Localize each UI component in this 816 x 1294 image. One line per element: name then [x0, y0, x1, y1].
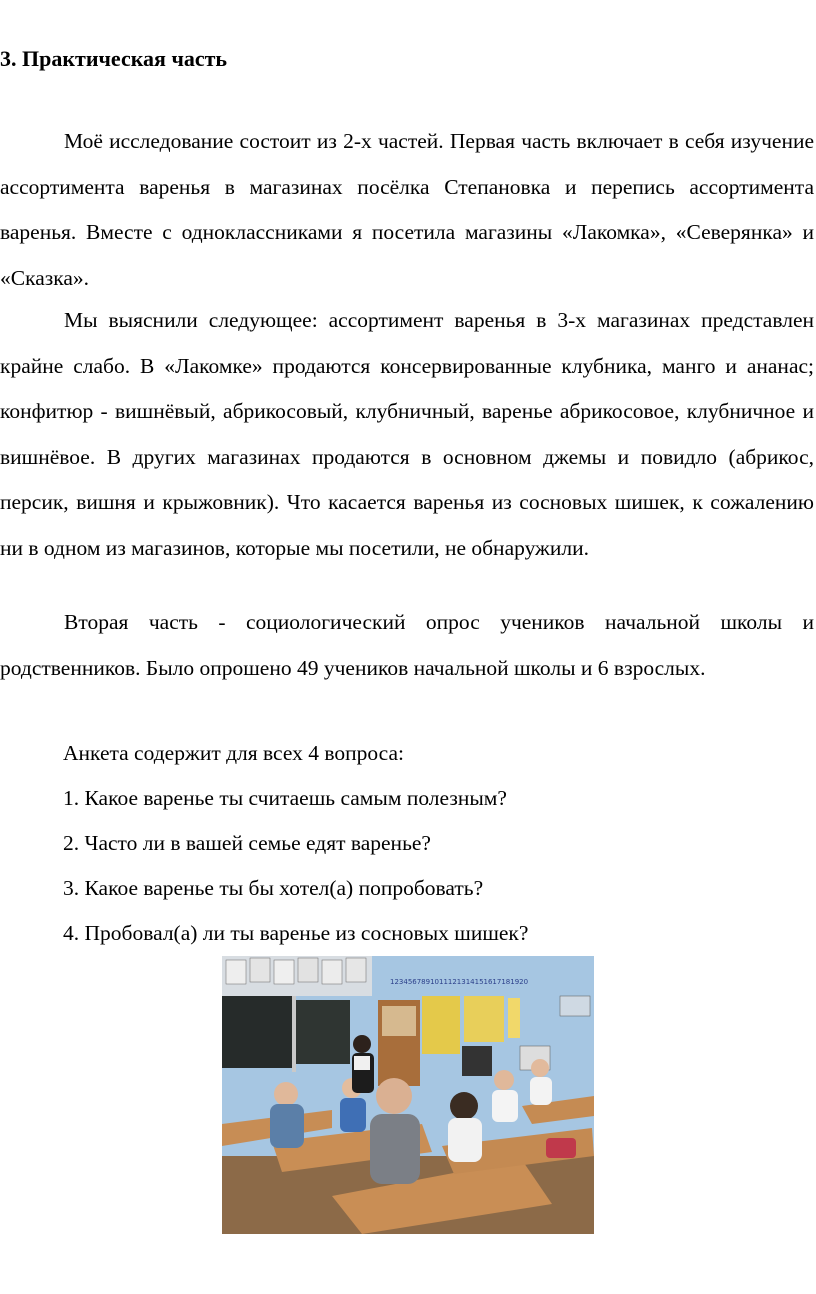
question-2: 2. Часто ли в вашей семье едят варенье? [63, 831, 431, 855]
paragraph-shop-findings: Мы выяснили следующее: ассортимент варенья в 3-х магазинах представлен крайне слабо. В «Лакомке» продаются консервированные клубника, манго и ананас; конфитюр - вишнёвый, абрикосовый, клубничный, варенье абрикосовое, клубничное и вишнёвое. В других магазинах продаются в основном джемы и повидло (абрикос, персик, вишня и крыжовник). Что касается варенья из сосновых шишек, к сожалению ни в одном из магазинов, которые мы посетили, не обнаружили. [0, 308, 814, 560]
number-strip: 1234567891011121314151617181920 [390, 978, 529, 986]
question-3: 3. Какое варенье ты бы хотел(а) попробовать? [63, 876, 484, 900]
paragraph-research-parts: Моё исследование состоит из 2-х частей. Первая часть включает в себя изучение ассортимента варенья в магазинах посёлка Степановка и перепись ассортимента варенья. Вместе с одноклассниками я посетила магазины «Лакомка», «Северянка» и «Сказка». [0, 129, 814, 290]
question-4: 4. Пробовал(а) ли ты варенье из сосновых шишек? [63, 921, 529, 945]
survey-intro: Анкета содержит для всех 4 вопроса: [63, 741, 404, 765]
question-1: 1. Какое варенье ты считаешь самым полезным? [63, 786, 507, 810]
section-heading: 3. Практическая часть [0, 46, 228, 71]
classroom-scene [222, 956, 594, 1234]
paragraph-survey-description: Вторая часть - социологический опрос учеников начальной школы и родственников. Было опрошено 49 учеников начальной школы и 6 взрослых. [0, 610, 814, 680]
classroom-photo [222, 956, 594, 1234]
